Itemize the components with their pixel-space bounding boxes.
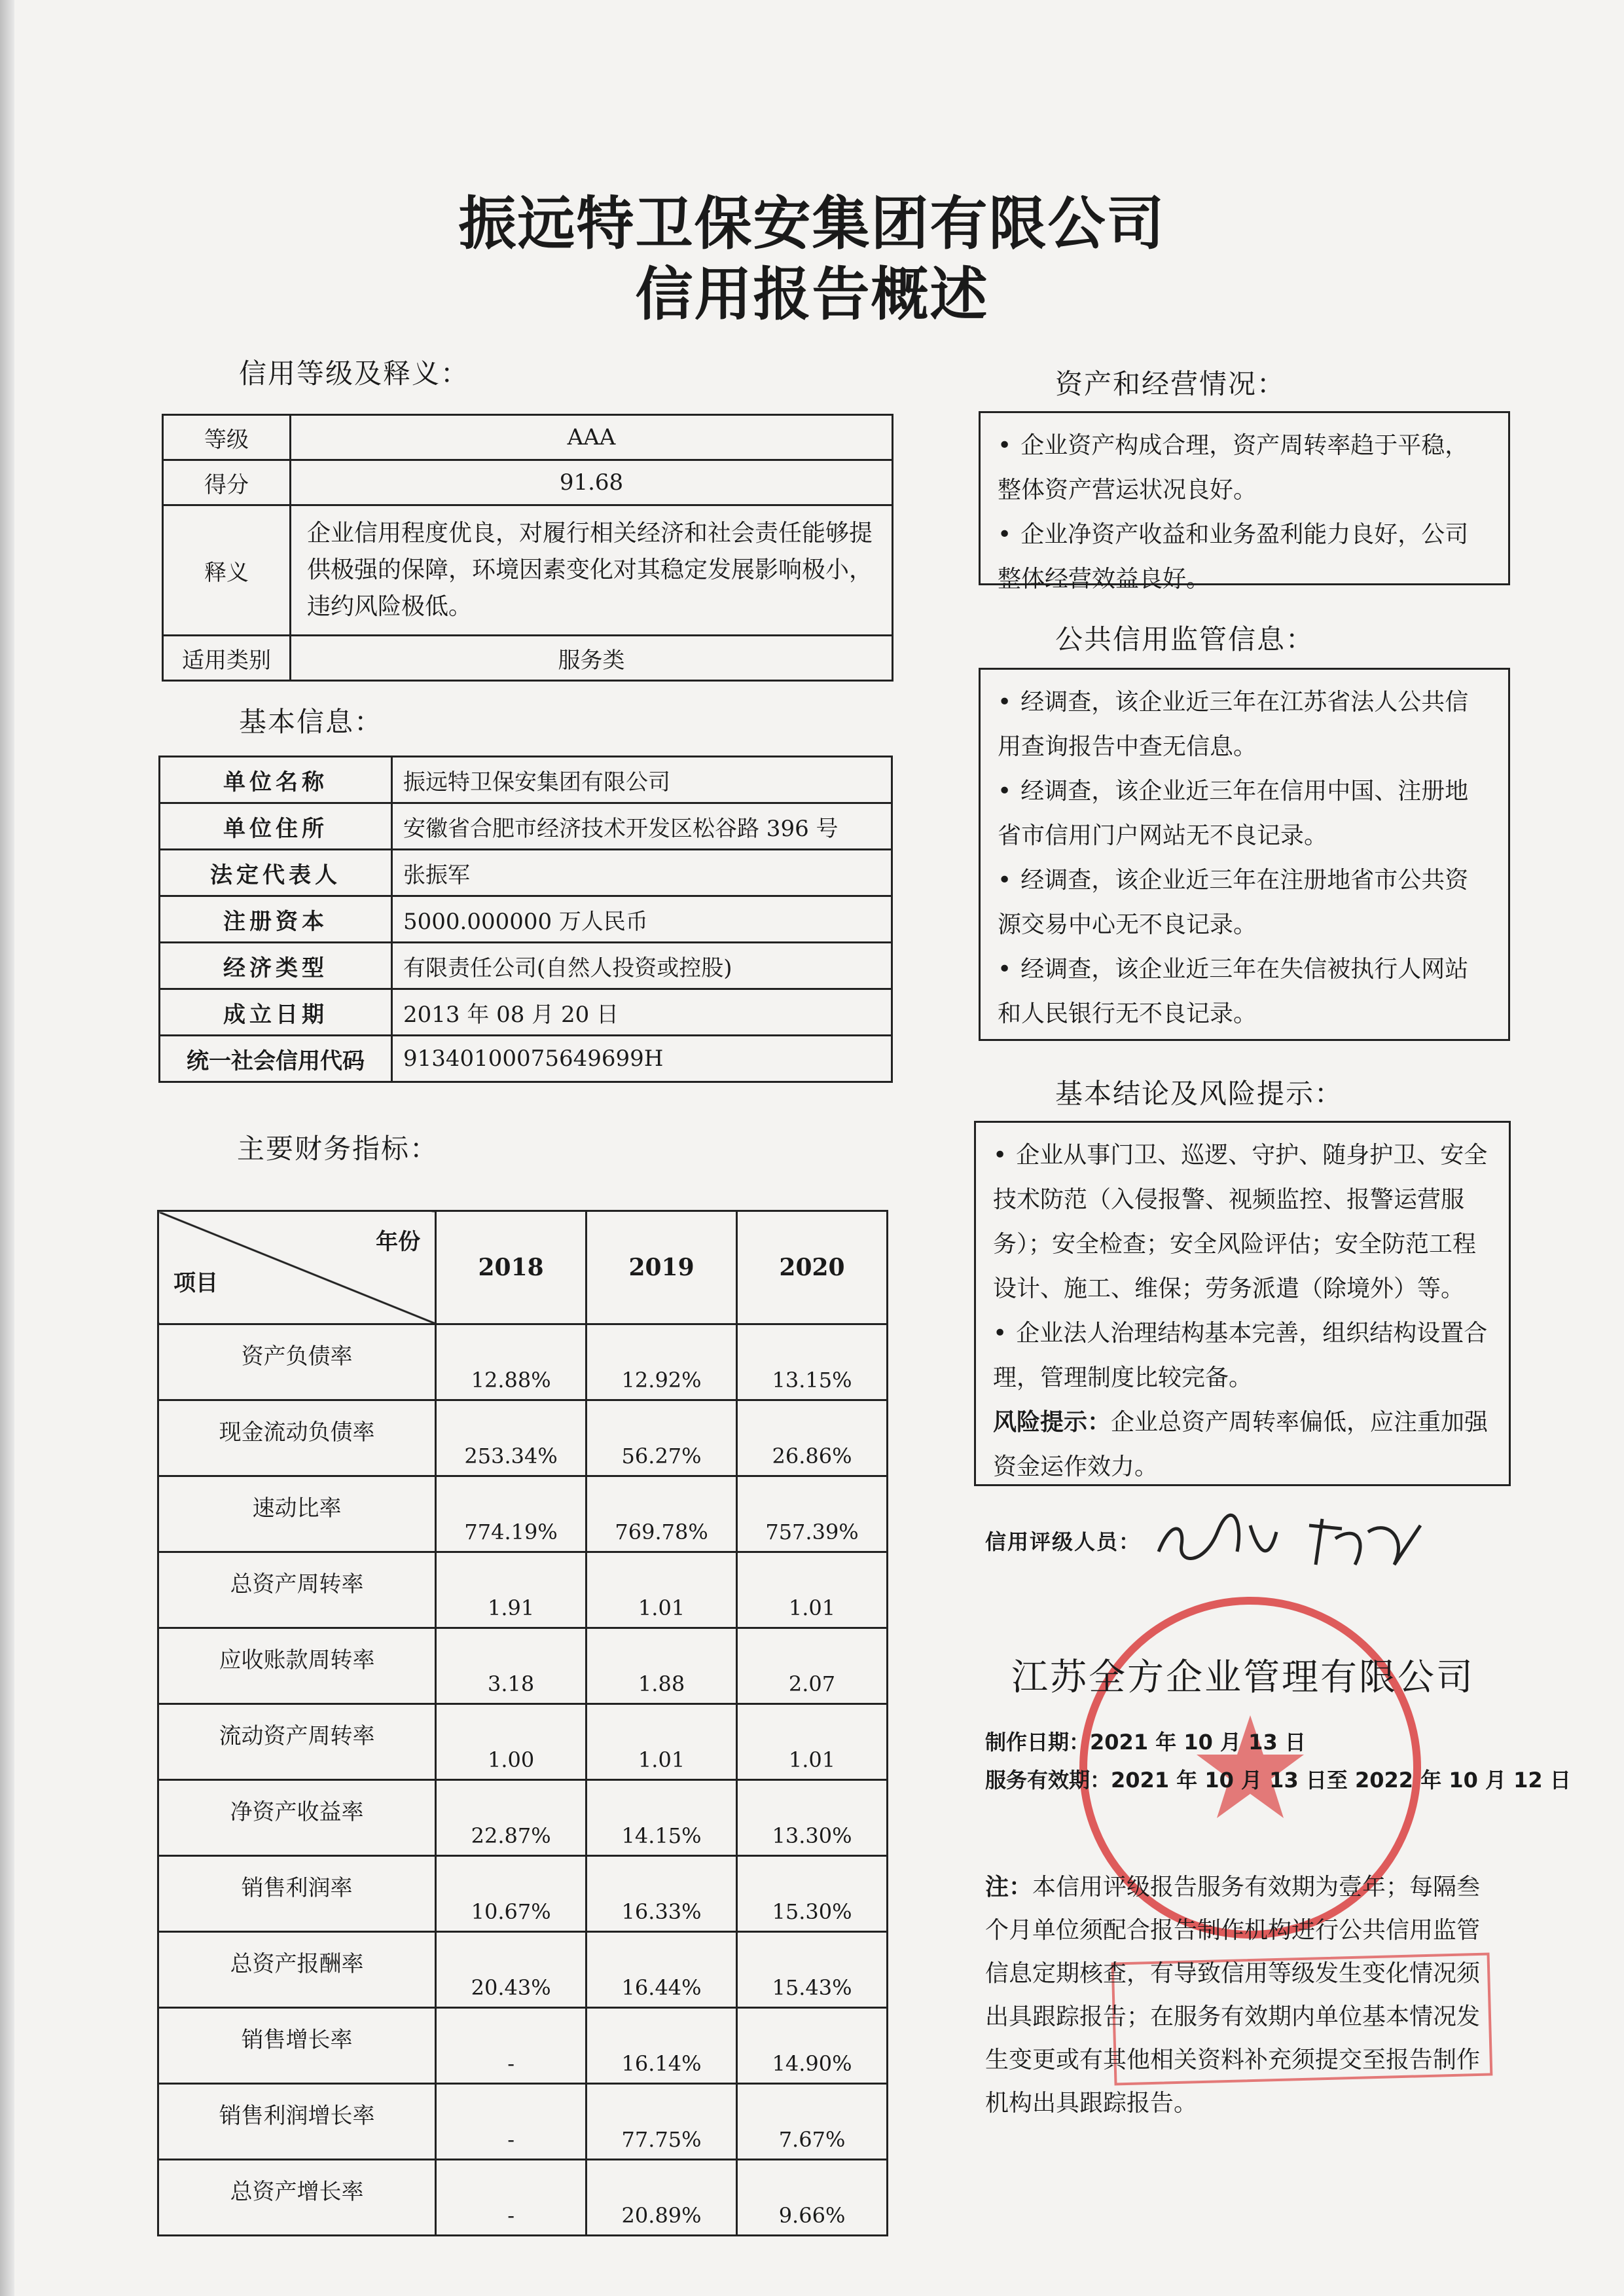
valid-label: 服务有效期： [985,1768,1111,1793]
finance-corner-cell [158,1211,436,1324]
assets-heading: 资产和经营情况： [1055,368,1286,400]
table-row [158,1211,888,1324]
conclusion-heading: 基本结论及风险提示： [1055,1078,1344,1110]
metric-value: 13.30% [737,1780,888,1856]
basic-value: 2013 年 08 月 20 日 [392,989,892,1036]
table-row [158,1476,888,1552]
basic-key: 经济类型 [160,943,392,989]
basic-key: 法定代表人 [160,850,392,896]
metric-value: 12.92% [586,1324,737,1400]
table-row [163,636,893,681]
made-date: 2021 年 10 月 13 日 [1090,1730,1306,1755]
metric-value: 253.34% [436,1400,586,1476]
finance-heading: 主要财务指标： [237,1133,439,1165]
table-row [158,1628,888,1704]
basic-value: 5000.000000 万人民币 [392,896,892,943]
metric-value: 14.15% [586,1780,737,1856]
metric-label: 总资产增长率 [158,2160,436,2236]
basic-value: 有限责任公司(自然人投资或控股) [392,943,892,989]
rater-label: 信用评级人员： [985,1529,1142,1554]
made-date-line [985,1726,1306,1756]
basic-key: 单位名称 [160,757,392,803]
metric-value: 1.01 [737,1552,888,1628]
conclusion-item: • 企业法人治理结构基本完善，组织结构设置合理，管理制度比较完备。 [993,1311,1492,1400]
table-row [160,943,892,989]
metric-value: 20.43% [436,1932,586,2008]
table-row [158,2008,888,2084]
metric-value: 26.86% [737,1400,888,1476]
rating-key: 适用类别 [163,636,291,681]
assets-item: • 企业净资产收益和业务盈利能力良好，公司整体经营效益良好。 [998,513,1491,602]
table-row [158,1856,888,1932]
table-row [158,1324,888,1400]
basic-value: 张振军 [392,850,892,896]
public-credit-item: • 经调查，该企业近三年在江苏省法人公共信用查询报告中查无信息。 [998,680,1491,769]
basic-heading: 基本信息： [239,706,384,738]
rating-key: 等级 [163,415,291,460]
rating-explanation: 企业信用程度优良，对履行相关经济和社会责任能够提供极强的保障，环境因素变化对其稳定发展影响极小，违约风险极低。 [291,505,893,636]
rating-table [162,414,893,682]
metric-value: 16.33% [586,1856,737,1932]
risk-paragraph [993,1400,1492,1489]
metric-label: 流动资产周转率 [158,1704,436,1780]
assets-item: • 企业资产构成合理，资产周转率趋于平稳，整体资产营运状况良好。 [998,424,1491,513]
metric-label: 销售利润率 [158,1856,436,1932]
table-row [160,850,892,896]
metric-value: 769.78% [586,1476,737,1552]
metric-value: 10.67% [436,1856,586,1932]
metric-value: 12.88% [436,1324,586,1400]
metric-label: 总资产报酬率 [158,1932,436,2008]
metric-label: 销售增长率 [158,2008,436,2084]
rating-category: 服务类 [291,636,893,681]
year-header: 2020 [737,1211,888,1324]
risk-text: 企业总资产周转率偏低，应注重加强资金运作效力。 [993,1409,1489,1480]
finance-table [157,1210,888,2236]
metric-value: 56.27% [586,1400,737,1476]
basic-value: 91340100075649699H [392,1036,892,1082]
metric-value: 16.44% [586,1932,737,2008]
basic-value: 振远特卫保安集团有限公司 [392,757,892,803]
table-row [160,989,892,1036]
public-credit-heading: 公共信用监管信息： [1055,623,1315,655]
metric-value: 15.30% [737,1856,888,1932]
metric-label: 总资产周转率 [158,1552,436,1628]
metric-label: 资产负债率 [158,1324,436,1400]
metric-value: 3.18 [436,1628,586,1704]
metric-value: 757.39% [737,1476,888,1552]
footer-note [985,1866,1502,2125]
metric-value: 20.89% [586,2160,737,2236]
basic-key: 注册资本 [160,896,392,943]
public-credit-item: • 经调查，该企业近三年在注册地省市公共资源交易中心无不良记录。 [998,858,1491,947]
valid-range: 2021 年 10 月 13 日至 2022 年 10 月 12 日 [1111,1768,1571,1793]
issuer-org: 江苏全方企业管理有限公司 [1011,1656,1475,1699]
metric-value: 9.66% [737,2160,888,2236]
table-row [158,1552,888,1628]
metric-value: 1.01 [737,1704,888,1780]
rating-key: 释义 [163,505,291,636]
table-row [163,460,893,505]
basic-value: 安徽省合肥市经济技术开发区松谷路 396 号 [392,803,892,850]
metric-label: 销售利润增长率 [158,2084,436,2160]
table-row [160,803,892,850]
metric-value: 774.19% [436,1476,586,1552]
rating-score: 91.68 [291,460,893,505]
table-row [163,505,893,636]
metric-label: 应收账款周转率 [158,1628,436,1704]
table-row [158,1780,888,1856]
metric-value: 1.88 [586,1628,737,1704]
conclusion-box [974,1121,1511,1486]
metric-value: 15.43% [737,1932,888,2008]
table-row [158,2084,888,2160]
rating-key: 得分 [163,460,291,505]
public-credit-item: • 经调查，该企业近三年在信用中国、注册地省市信用门户网站无不良记录。 [998,769,1491,858]
doc-subtitle: 信用报告概述 [635,261,989,328]
metric-value: 22.87% [436,1780,586,1856]
table-row [158,1400,888,1476]
metric-value: 77.75% [586,2084,737,2160]
table-row [158,1704,888,1780]
basic-key: 单位住所 [160,803,392,850]
table-row [160,1036,892,1082]
table-row [160,896,892,943]
metric-value: - [436,2160,586,2236]
table-row [158,2160,888,2236]
made-label: 制作日期： [985,1730,1091,1755]
valid-date-line [985,1764,1571,1794]
risk-label: 风险提示： [993,1409,1111,1436]
rating-grade: AAA [291,415,893,460]
doc-title: 振远特卫保安集团有限公司 [458,190,1166,257]
scan-edge [0,0,14,2296]
metric-value: 1.91 [436,1552,586,1628]
basic-info-table [158,756,893,1083]
metric-value: 14.90% [737,2008,888,2084]
note-text: 本信用评级报告服务有效期为壹年；每隔叁个月单位须配合报告制作机构进行公共信用监管信息定期核查，有导致信用等级发生变化情况须出具跟踪报告；在服务有效期内单位基本情况发生变更或有其他相关资料补充须提交至报告制作机构出具跟踪报告。 [985,1874,1481,2117]
table-row [158,1932,888,2008]
table-row [163,415,893,460]
signature-icon [1146,1499,1427,1578]
metric-value: 1.00 [436,1704,586,1780]
header-item-label: 项目 [173,1270,218,1296]
metric-value: 16.14% [586,2008,737,2084]
finance-body [158,1324,888,2236]
metric-label: 速动比率 [158,1476,436,1552]
public-credit-item: • 经调查，该企业近三年在失信被执行人网站和人民银行无不良记录。 [998,947,1491,1036]
year-header: 2019 [586,1211,737,1324]
basic-key: 统一社会信用代码 [160,1036,392,1082]
assets-box [979,411,1510,592]
metric-value: 1.01 [586,1552,737,1628]
table-row [160,757,892,803]
year-header: 2018 [436,1211,586,1324]
header-year-label: 年份 [376,1229,421,1255]
metric-label: 现金流动负债率 [158,1400,436,1476]
public-credit-box [979,668,1510,1041]
metric-value: - [436,2008,586,2084]
note-label: 注： [985,1874,1033,1901]
metric-value: 1.01 [586,1704,737,1780]
metric-value: 7.67% [737,2084,888,2160]
basic-key: 成立日期 [160,989,392,1036]
rating-heading: 信用等级及释义： [239,357,470,390]
metric-value: 2.07 [737,1628,888,1704]
metric-label: 净资产收益率 [158,1780,436,1856]
metric-value: 13.15% [737,1324,888,1400]
metric-value: - [436,2084,586,2160]
conclusion-item: • 企业从事门卫、巡逻、守护、随身护卫、安全技术防范（入侵报警、视频监控、报警运营服务）；安全检查；安全风险评估；安全防范工程设计、施工、维保；劳务派遣（除境外）等。 [993,1133,1492,1311]
